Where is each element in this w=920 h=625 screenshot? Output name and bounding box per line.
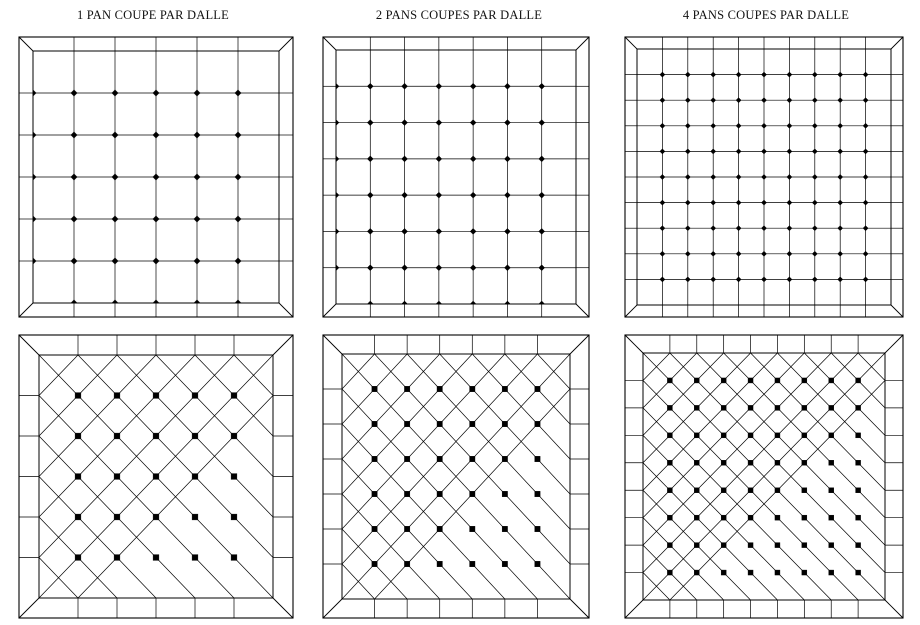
panel-diagonal-4-cut [624, 334, 904, 619]
panel-diagonal-2-cut [322, 334, 590, 619]
tiling-plan-straight-4 [624, 36, 904, 318]
tiling-plan-straight-1 [18, 36, 294, 318]
column-title-1: 1 PAN COUPE PAR DALLE [77, 8, 229, 22]
tiling-plan-diagonal-4 [624, 334, 904, 619]
panel-straight-1-cut [18, 36, 294, 318]
panel-straight-2-cut [322, 36, 590, 318]
tiling-plan-diagonal-1 [18, 334, 294, 619]
tiling-plan-straight-2 [322, 36, 590, 318]
tiling-plan-diagonal-2 [322, 334, 590, 619]
panel-diagonal-1-cut [18, 334, 294, 619]
column-title-2: 2 PANS COUPES PAR DALLE [375, 8, 543, 22]
column-title-3: 4 PANS COUPES PAR DALLE [682, 8, 850, 22]
panel-straight-4-cut [624, 36, 904, 318]
